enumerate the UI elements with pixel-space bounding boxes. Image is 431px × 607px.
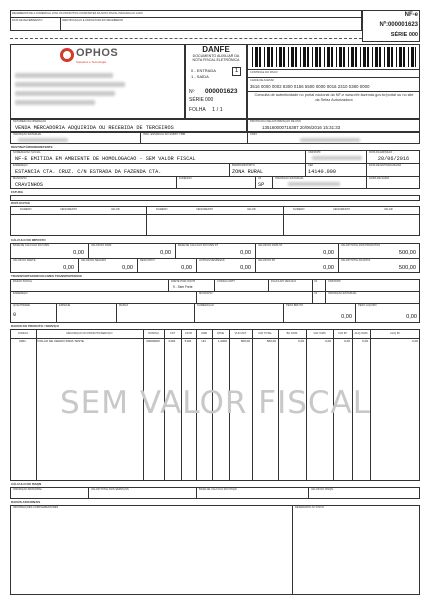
barcode-bar	[360, 47, 361, 67]
ie-redacted	[18, 138, 68, 142]
produto-cell: 0,00	[298, 340, 304, 343]
barcode-bar	[343, 47, 345, 67]
barcode-bar	[319, 47, 321, 67]
barcode-bar	[415, 47, 416, 67]
produto-cell: 0,00	[344, 340, 350, 343]
imposto-divider	[338, 243, 339, 258]
produto-header: CFOP	[184, 332, 193, 335]
logo-sub: Soluções e Tecnologia	[76, 60, 106, 64]
transp-ie-label: INSCRIÇÃO ESTADUAL	[328, 292, 357, 295]
fatura-box	[10, 195, 420, 201]
imposto-label: VALOR DO ICMS	[91, 244, 112, 247]
emitente-redacted-name	[15, 73, 113, 78]
imposto-label: VALOR DO FRETE	[13, 259, 36, 262]
barcode-bar	[303, 47, 306, 67]
adicionais-box	[10, 505, 420, 595]
produto-header: ALÍQ IPI	[390, 332, 400, 335]
produto-cell: 500,00	[266, 340, 276, 343]
danfe-serie: 000	[205, 97, 214, 103]
imposto-divider	[78, 258, 79, 273]
transp-razao-label: RAZÃO SOCIAL	[13, 280, 33, 283]
dest-endereco-label: ENDEREÇO	[13, 164, 28, 167]
barcode-bar	[391, 47, 393, 67]
adicionais-section: DADOS ADICIONAIS	[11, 500, 41, 504]
imposto-value: 0,00	[73, 250, 84, 256]
produto-cell: 0102	[168, 340, 176, 343]
natureza-label: NATUREZA DA OPERAÇÃO	[13, 120, 47, 123]
transportador-section: TRANSPORTADOR/VOLUMES TRANSPORTADOS	[11, 274, 82, 278]
dest-fone-label: FONE/FAX	[179, 177, 192, 180]
imposto-value: 0,00	[63, 265, 74, 271]
duplicata-header: NÚMERO	[293, 208, 305, 211]
produto-header: DESCRIÇÃO DO PRODUTO/SERVIÇO	[66, 332, 113, 335]
duplicata-header: VALOR	[247, 208, 256, 211]
transp-qtd-label: QUANTIDADE	[13, 304, 31, 307]
barcode-bar	[327, 47, 330, 67]
barcode-bar	[372, 47, 373, 67]
produto-cell: 500,00	[240, 340, 250, 343]
barcode-bar	[348, 47, 349, 67]
produto-cell: 0,00	[362, 340, 368, 343]
barcode-bar	[411, 47, 414, 67]
cnpj-emitente-redacted	[300, 138, 360, 142]
barcode-bar	[363, 47, 366, 67]
produto-cell: 5102	[184, 340, 192, 343]
imposto-divider	[255, 258, 256, 273]
barcode-bar	[379, 47, 381, 67]
dest-municipio: CRAVINHOS	[15, 182, 44, 188]
chave-label: CHAVE DE ACESSO	[250, 79, 275, 82]
barcode-bar	[259, 47, 261, 67]
imposto-label: VALOR DO IPI	[258, 259, 276, 262]
danfe-tipo: 1	[232, 67, 241, 76]
barcode-bar	[291, 47, 294, 67]
barcode-bar	[403, 47, 405, 67]
imposto-section: CÁLCULO DO IMPOSTO	[11, 238, 46, 242]
imposto-divider	[88, 243, 89, 258]
issqn-valor-label: VALOR DO ISSQN	[311, 488, 334, 491]
danfe-title: DANFE	[202, 45, 230, 54]
adicionais-info-label: INFORMAÇÕES COMPLEMENTARES	[13, 506, 59, 509]
barcode-bar	[351, 47, 354, 67]
dest-municipio-label: MUNICÍPIO	[13, 177, 27, 180]
transp-frete: 9 - Sem Frete	[173, 285, 193, 289]
transp-marca-label: MARCA	[119, 304, 129, 307]
barcode-bar	[255, 47, 258, 67]
chave-value: 3516 0000 0002 8300 0156 5500 0000 0016 2310 0380 0000	[250, 84, 370, 89]
imposto-divider	[255, 243, 256, 258]
transp-cnpj-label: CNPJ/CPF	[328, 280, 341, 283]
dest-nome-label: NOME/RAZÃO SOCIAL	[13, 151, 41, 154]
transp-peso-bruto-label: PESO BRUTO	[286, 304, 303, 307]
transp-peso-liquido: 0,00	[406, 314, 417, 320]
barcode-bar	[295, 47, 297, 67]
canhoto-text: RECEBEMOS DE A COMERCIAL LTDA OS PRODUTOS CONSTANTES DA NOTA FISCAL INDICADA AO LADO	[12, 12, 143, 15]
danfe-numero: 000001623	[205, 88, 238, 95]
destinatario-section: DESTINATÁRIO/REMETENTE	[11, 145, 53, 149]
imposto-label: BASE DE CÁLCULO DO ICMS	[13, 244, 50, 247]
dest-endereco: ESTANCIA CTA. CRUZ. C/N ESTRADA DA FAZENDA CTA.	[15, 169, 162, 175]
imposto-value: 0,00	[122, 265, 133, 271]
barcode-bar	[324, 47, 325, 67]
produto-header: VLR IPI	[338, 332, 347, 335]
issqn-base-label: BASE DE CÁLCULO DO ISSQN	[199, 488, 237, 491]
ophos-logo-icon	[60, 48, 74, 62]
barcode-bar	[399, 47, 402, 67]
barcode-bar	[408, 47, 409, 67]
transp-uf2-label: UF	[314, 292, 318, 295]
produto-cell: UN	[201, 340, 206, 343]
natureza-value: VENDA MERCADORIA ADQUIRIDA OU RECEBIDA DE TERCEIROS	[15, 124, 174, 131]
transp-qtd: 0	[13, 312, 17, 318]
barcode	[252, 47, 416, 67]
dest-cnpj-redacted	[312, 156, 362, 160]
transp-peso-liquido-label: PESO LÍQUIDO	[358, 304, 377, 307]
emitente-redacted-phone	[15, 100, 95, 105]
adicionais-reservado-label: RESERVADO AO FISCO	[295, 506, 325, 509]
duplicata-header: NÚMERO	[20, 208, 32, 211]
duplicata-header: NÚMERO	[156, 208, 168, 211]
imposto-divider	[175, 243, 176, 258]
imposto-value: 500,00	[398, 250, 416, 256]
emitente-redacted-address	[15, 82, 125, 87]
dest-cep: 14140.000	[308, 169, 337, 175]
transp-municipio-label: MUNICÍPIO	[199, 292, 213, 295]
produto-header: ALÍQ ICMS	[354, 332, 368, 335]
logo-name: OPHOS	[76, 47, 119, 59]
barcode-bar	[307, 47, 309, 67]
imposto-value: 0,00	[181, 265, 192, 271]
produto-cell: 1,0000	[217, 340, 227, 343]
watermark-text: SEM VALOR FISCAL	[59, 385, 372, 421]
dest-saida-label: DATA DE ENTRADA/SAÍDA	[369, 164, 402, 167]
dest-nome: NF-E EMITIDA EM AMBIENTE DE HOMOLOGACAO - SEM VALOR FISCAL	[15, 156, 196, 162]
transp-endereco-label: ENDEREÇO	[13, 292, 28, 295]
produto-header: VLR TOTAL	[258, 332, 272, 335]
imposto-label: BASE DE CÁLCULO DO ICMS ST	[178, 244, 219, 247]
barcode-bar	[276, 47, 277, 67]
produto-header: VLR UNIT	[234, 332, 247, 335]
produto-header: NCM/SH	[148, 332, 159, 335]
produto-header: QTDE	[216, 332, 225, 335]
imposto-value: 0,00	[240, 265, 251, 271]
produto-header: CÓDIGO	[17, 332, 29, 335]
danfe-saida: 1 - SAÍDA	[191, 74, 209, 79]
imposto-label: DESCONTO	[140, 259, 155, 262]
duplicata-header: VENCIMENTO	[196, 208, 214, 211]
canhoto-nfe-label: NF-e	[404, 12, 418, 18]
barcode-bar	[336, 47, 337, 67]
imposto-value: 0,00	[240, 250, 251, 256]
barcode-bar	[339, 47, 342, 67]
danfe-serie-label: SÉRIE	[189, 97, 205, 103]
transp-peso-bruto: 0,00	[341, 314, 352, 320]
produto-cell: 00000000	[146, 340, 160, 343]
transp-frete-label: FRETE POR CONTA	[171, 280, 196, 283]
protocolo-label: PROTOCOLO DE AUTORIZAÇÃO DE USO	[250, 120, 301, 123]
duplicata-header: VENCIMENTO	[60, 208, 78, 211]
canhoto-serie: SÉRIE 000	[390, 32, 418, 38]
imposto-label: VALOR TOTAL DA NOTA	[341, 259, 371, 262]
barcode-bar	[355, 47, 357, 67]
transp-placa-label: PLACA DO VEÍCULO	[271, 280, 297, 283]
canhoto-assinatura-label: IDENTIFICAÇÃO E ASSINATURA DO RECEBEDOR	[62, 19, 124, 22]
danfe-numero-label: Nº	[189, 89, 195, 95]
cnpj-emitente-label: CNPJ	[250, 133, 257, 136]
barcode-bar	[283, 47, 285, 67]
dest-uf-label: UF	[258, 177, 262, 180]
danfe-subtitle: DOCUMENTO AUXILIAR DA NOTA FISCAL ELETRÔNICA	[192, 54, 240, 63]
dest-ie-label: INSCRIÇÃO ESTADUAL	[275, 177, 304, 180]
produto-header: VLR ICMS	[313, 332, 326, 335]
imposto-label: VALOR DO SEGURO	[81, 259, 107, 262]
imposto-label: VALOR DO ICMS ST	[258, 244, 283, 247]
duplicata-header: VENCIMENTO	[333, 208, 351, 211]
canhoto-data-label: DATA DE RECEBIMENTO	[12, 19, 43, 22]
imposto-label: OUTRAS DESPESAS	[199, 259, 225, 262]
produto-cell: VIOLAO DE CEDRO PARA TESTE	[37, 340, 84, 343]
consulta-text: Consulta de autenticidade no portal nacional da NF-e www.nfe.fazenda.gov.br/portal ou no site da Sefaz Autorizadora	[254, 93, 414, 102]
duplicata-header: VALOR	[111, 208, 120, 211]
transp-antt-label: CÓDIGO ANTT	[217, 280, 235, 283]
barcode-bar	[264, 47, 265, 67]
controle-fisco-label: CONTROLE DO FISCO	[250, 71, 278, 74]
transp-uf-label: UF	[314, 280, 318, 283]
dest-emissao: 20/06/2016	[377, 156, 410, 162]
canhoto-numero: Nº:000001623	[379, 22, 418, 28]
transp-especie-label: ESPÉCIE	[59, 304, 71, 307]
dest-ie-redacted	[288, 182, 340, 186]
barcode-bar	[279, 47, 282, 67]
imposto-value: 0,00	[160, 250, 171, 256]
produto-header: UNID	[200, 332, 208, 335]
barcode-bar	[271, 47, 273, 67]
dest-hora-label: HORA DE SAÍDA	[369, 177, 390, 180]
danfe-folha-label: FOLHA	[189, 107, 206, 113]
transp-numeracao-label: NUMERAÇÃO	[197, 304, 214, 307]
issqn-total-label: VALOR TOTAL DOS SERVIÇOS	[91, 488, 129, 491]
dest-bairro-label: BAIRRO/DISTRITO	[232, 164, 255, 167]
dest-bairro: ZONA RURAL	[232, 169, 264, 175]
barcode-bar	[396, 47, 397, 67]
barcode-bar	[387, 47, 390, 67]
barcode-bar	[300, 47, 301, 67]
imposto-value: 0,00	[323, 265, 334, 271]
duplicata-header: VALOR	[384, 208, 393, 211]
duplicatas-section: DUPLICATAS	[11, 201, 30, 205]
danfe-folha: 1 / 1	[212, 107, 223, 113]
produtos-section: DADOS DO PRODUTO / SERVIÇO	[11, 324, 59, 328]
imposto-divider	[338, 258, 339, 273]
issqn-im-label: INSCRIÇÃO MUNICIPAL	[13, 488, 43, 491]
imposto-label: VALOR TOTAL DOS PRODUTOS	[341, 244, 381, 247]
barcode-bar	[252, 47, 253, 67]
barcode-bar	[288, 47, 289, 67]
protocolo-value: 135160000716387 20/06/2016 15:31:33	[262, 125, 341, 130]
dest-cnpj-label: CNPJ/CPF	[308, 151, 321, 154]
produto-header: CST	[169, 332, 176, 335]
produto-header: BC ICMS	[286, 332, 298, 335]
dest-emissao-label: DATA DA EMISSÃO	[369, 151, 393, 154]
fatura-section: FATURA	[11, 190, 23, 194]
barcode-bar	[267, 47, 270, 67]
dest-cep-label: CEP	[308, 164, 314, 167]
barcode-bar	[331, 47, 333, 67]
imposto-divider	[196, 258, 197, 273]
ie-st-label: INSC. ESTADUAL DO SUBST. TRIB.	[143, 133, 186, 136]
danfe-entrada: 0 - ENTRADA	[191, 68, 216, 73]
produto-cell: 0,00	[412, 340, 418, 343]
imposto-divider	[137, 258, 138, 273]
imposto-value: 500,00	[398, 265, 416, 271]
barcode-bar	[367, 47, 369, 67]
barcode-bar	[312, 47, 313, 67]
produto-cell: 0,00	[325, 340, 331, 343]
barcode-bar	[384, 47, 385, 67]
emitente-redacted-city	[15, 91, 115, 96]
issqn-section: CÁLCULO DO ISSQN	[11, 482, 42, 486]
ie-label: INSCRIÇÃO ESTADUAL	[13, 133, 42, 136]
produto-cell: 0001	[19, 340, 26, 343]
barcode-bar	[315, 47, 318, 67]
barcode-bar	[375, 47, 378, 67]
dest-uf: SP	[258, 182, 265, 188]
imposto-value: 0,00	[323, 250, 334, 256]
canhoto-cut-line	[10, 38, 362, 39]
